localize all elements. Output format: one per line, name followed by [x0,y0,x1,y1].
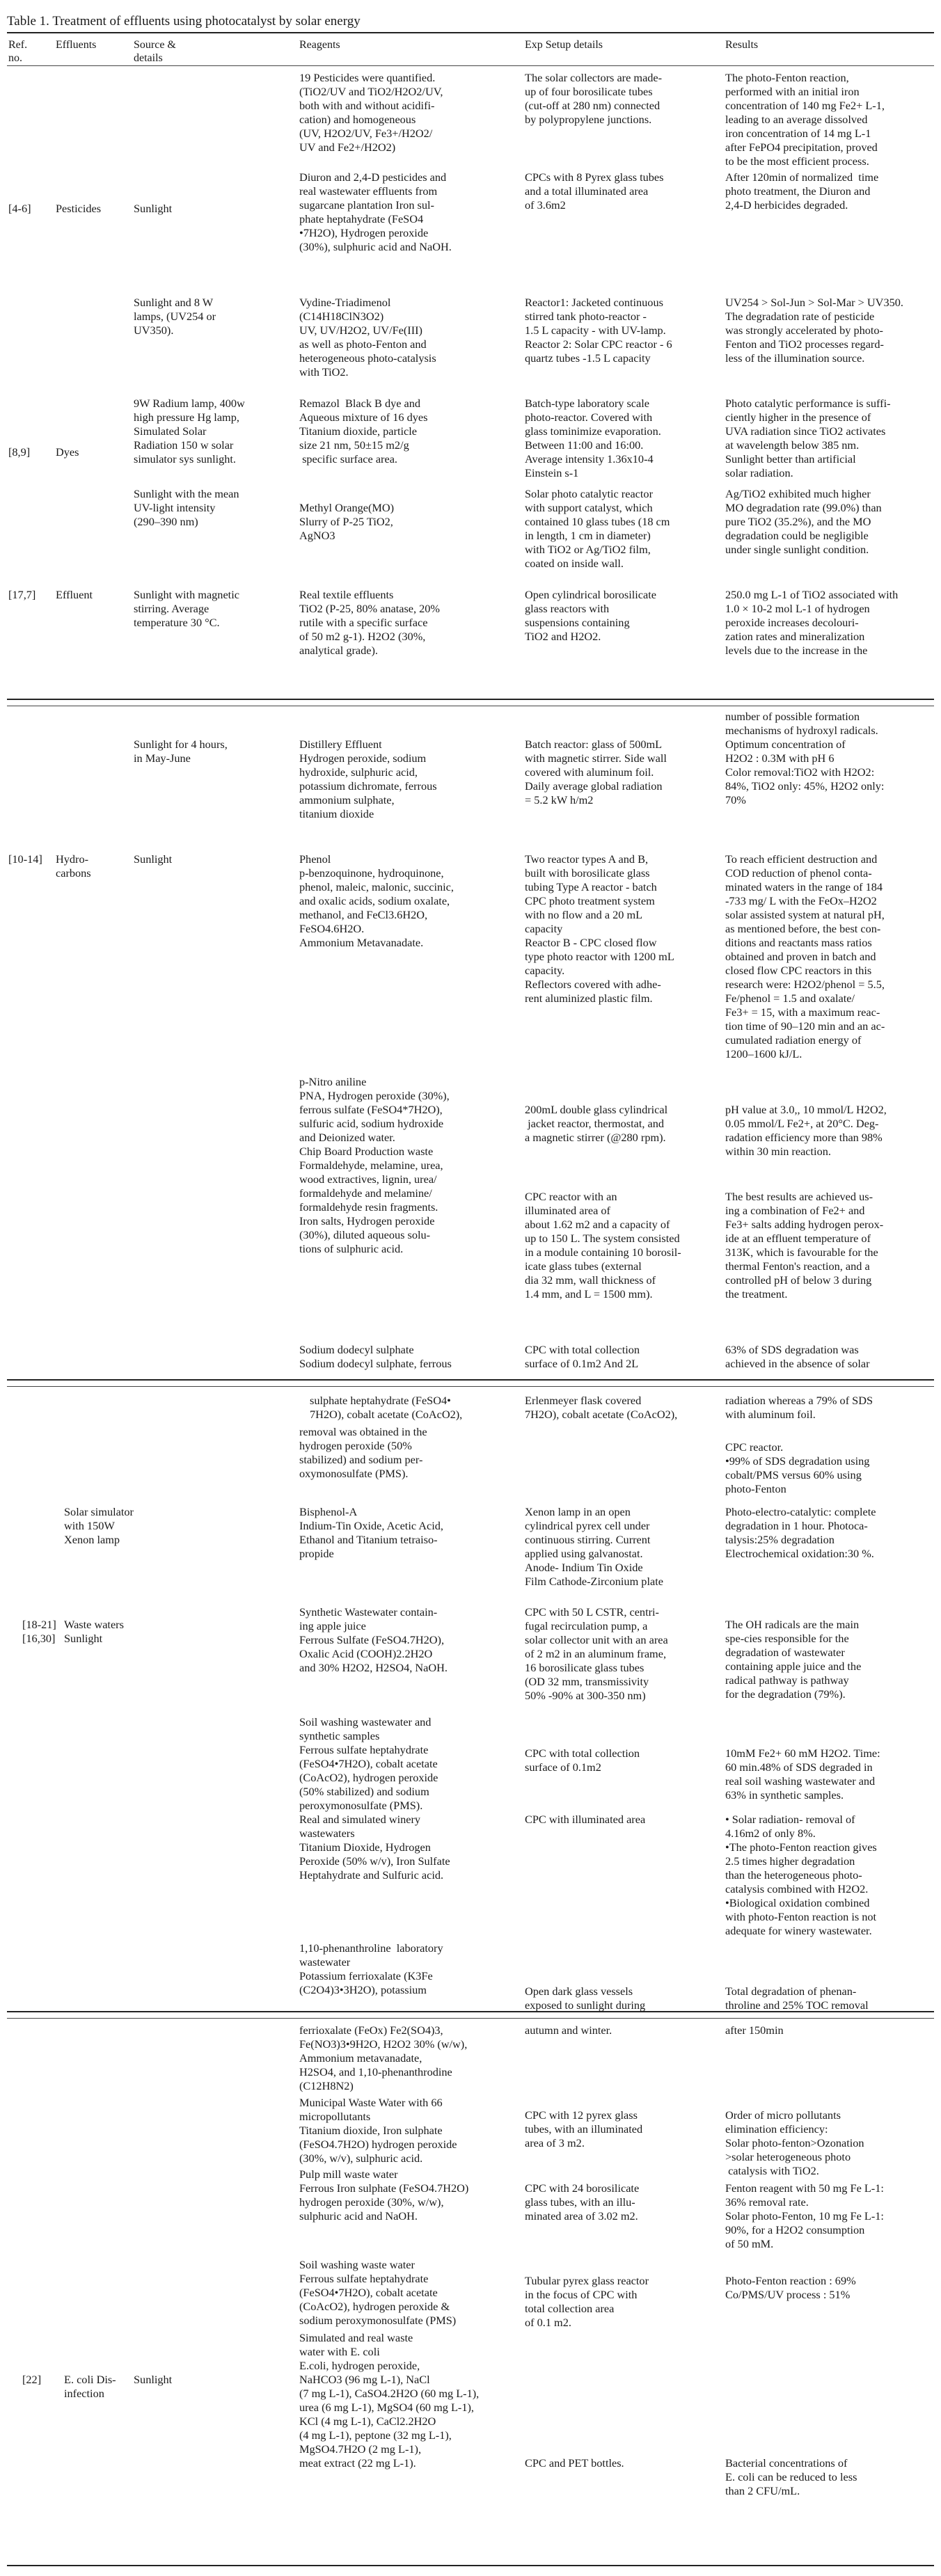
section-start-rule-3 [7,1386,934,1387]
exp-setup-cell: 200mL double glass cylindrical jacket reactor, thermostat, and a magnetic stirrer (@280 rpm). [525,1103,668,1144]
results-cell: Photo-electro-catalytic: complete degradation in 1 hour. Photoca- talysis:25% degradation Electrochemical oxidation:30 %. [725,1505,876,1560]
section-end-rule-2a [7,1379,934,1381]
reagents-cell: Distillery Effluent Hydrogen peroxide, sodium hydroxide, sulphuric acid, potassium dichromate, ferrous ammonium sulphate, titanium dioxide [299,738,437,820]
exp-setup-cell: CPC with total collection surface of 0.1m2 And 2L [525,1343,640,1370]
reagents-cell: Soil washing wastewater and synthetic samples Ferrous sulfate heptahydrate (FeSO4•7H2O), cobalt acetate (CoAcO2), hydrogen peroxide (50% stabilized) and sodium peroxymonosulfate (PMS). [299,1715,438,1812]
header-results: Results [725,39,759,51]
reagents-cell: Chip Board Production waste Formaldehyde, melamine, urea, wood extractives, lignin, urea/ formaldehyde and melamine/ formaldehyde resin fragments. Iron salts, Hydrogen peroxide (30%), diluted aqueous solu- tions of sulphuric acid. [299,1145,443,1255]
reagents-cell: Simulated and real waste water with E. coli E.coli, hydrogen peroxide, NaHCO3 (96 mg L-1), NaCl (7 mg L-1), CaSO4.2H2O (60 mg L-1), urea (6 mg L-1), MgSO4 (60 mg L-1), KCl (4 mg L-1), CaCl2.2H2O (4 mg L-1), peptone (32 mg L-1), MgSO4.7H2O (2 mg L-1), meat extract (22 mg L-1). [299,2331,480,2470]
exp-setup-cell: Erlenmeyer flask covered 7H2O), cobalt acetate (CoAcO2), [525,1394,678,1421]
header-reagents: Reagents [299,39,340,51]
exp-setup-cell: CPCs with 8 Pyrex glass tubes and a total illuminated area of 3.6m2 [525,170,664,212]
results-cell: The OH radicals are the main spe-cies responsible for the degradation of wastewater containing apple juice and the radical pathway is pathway for the degradation (79%). [725,1618,862,1701]
source-cell: 9W Radium lamp, 400w high pressure Hg lamp, Simulated Solar Radiation 150 w solar simulator sys sunlight. [134,397,245,466]
reagents-cell: Bisphenol-A Indium-Tin Oxide, Acetic Acid, Ethanol and Titanium tetraiso- propide [299,1505,443,1560]
results-cell: Ag/TiO2 exhibited much higher MO degradation rate (99.0%) than pure TiO2 (35.2%), and the MO degradation could be negligible under single sunlight condition. [725,487,882,556]
results-cell: After 120min of normalized time photo treatment, the Diuron and 2,4-D herbicides degraded. [725,170,879,212]
results-cell: number of possible formation mechanisms of hydroxyl radicals. Optimum concentration of H2O2 : 0.3M with pH 6 Color removal:TiO2 with H2O2: 84%, TiO2 only: 45%, H2O2 only: 70% [725,710,885,806]
reagents-cell: Soil washing waste water Ferrous sulfate heptahydrate (FeSO4•7H2O), cobalt acetate (CoAcO2), hydrogen peroxide & sodium peroxymonosulfate (PMS) [299,2258,457,2327]
ref-cell: [8,9] [8,445,31,459]
effluent-cell: Waste waters [64,1618,124,1631]
results-cell: radiation whereas a 79% of SDS with aluminum foil. [725,1394,873,1421]
title-rule [7,32,934,33]
section-start-rule-4 [7,2018,934,2019]
reagents-cell: Real textile effluents TiO2 (P-25, 80% anatase, 20% rutile with a specific surface of 50 m2 g-1). H2O2 (30%, analytical grade). [299,588,440,657]
exp-setup-cell: Xenon lamp in an open cylindrical pyrex cell under continuous stirring. Current applied using galvanostat. Anode- Indium Tin Oxide Film Cathode-Zirconium plate [525,1505,663,1588]
results-cell: The best results are achieved us- ing a combination of Fe2+ and Fe3+ salts adding hydrogen perox- ide at an effluent temperature of 313K, which is favourable for the thermal Fenton's reaction, and a controlled pH of below 3 during the treatment. [725,1190,884,1301]
table-bottom-rule [7,2565,934,2566]
exp-setup-cell: CPC with total collection surface of 0.1m2 [525,1747,640,1774]
reagents-cell: p-Nitro aniline PNA, Hydrogen peroxide (30%), ferrous sulfate (FeSO4*7H2O), sulfuric acid, sodium hydroxide and Deionized water. [299,1075,450,1144]
exp-setup-cell: Two reactor types A and B, built with borosilicate glass tubing Type A reactor - batch CPC photo treatment system with no flow and a 20 mL capacity Reactor B - CPC closed flow type photo reactor with 1200 mL capacity. Reflectors covered with adhe- rent aluminized plastic film. [525,852,674,1005]
table-title: Table 1. Treatment of effluents using photocatalyst by solar energy [7,14,361,29]
results-cell: 10mM Fe2+ 60 mM H2O2. Time: 60 min.48% of SDS degraded in real soil washing wastewater and 63% in synthetic samples. [725,1747,880,1802]
exp-setup-cell: Batch reactor: glass of 500mL with magnetic stirrer. Side wall covered with aluminum foil. Daily average global radiation = 5.2 kW h/m2 [525,738,667,806]
results-cell: The photo-Fenton reaction, performed with an initial iron concentration of 140 mg Fe2+ L-1, leading to an average dissolved iron concentration of 14 mg L-1 after FePO4 precipitation, proved to be the most efficient process. [725,71,885,168]
reagents-cell: 1,10-phenanthroline laboratory wastewater Potassium ferrioxalate (K3Fe (C2O4)3•3H2O), potassium [299,1941,443,1996]
source-cell: Sunlight with magnetic stirring. Average temperature 30 °C. [134,588,239,629]
source-cell: Sunlight and 8 W lamps, (UV254 or UV350). [134,296,216,337]
results-cell: CPC reactor. •99% of SDS degradation using cobalt/PMS versus 60% using photo-Fenton [725,1440,870,1495]
reagents-cell: Remazol Black B dye and Aqueous mixture of 16 dyes Titanium dioxide, particle size 21 nm, 50±15 m2/g specific surface area. [299,397,428,466]
header-rule [7,65,934,66]
results-cell: Bacterial concentrations of E. coli can be reduced to less than 2 CFU/mL. [725,2456,857,2497]
results-cell: Photo catalytic performance is suffi- ciently higher in the presence of UVA radiation since TiO2 activates at wavelength below 385 nm. Sunlight better than artificial solar radiation. [725,397,891,479]
source-cell: Sunlight [134,202,173,215]
exp-setup-cell: Reactor1: Jacketed continuous stirred tank photo-reactor - 1.5 L capacity - with UV-lamp. Reactor 2: Solar CPC reactor - 6 quartz tubes -1.5 L capacity [525,296,672,365]
exp-setup-cell: CPC with 24 borosilicate glass tubes, with an illu- minated area of 3.02 m2. [525,2181,640,2223]
exp-setup-cell: autumn and winter. [525,2024,612,2037]
exp-setup-cell: Open dark glass vessels exposed to sunlight during [525,1985,646,2012]
results-cell: Order of micro pollutants elimination efficiency: Solar photo-fenton>Ozonation >solar heterogeneous photo catalysis with TiO2. [725,2108,864,2177]
exp-setup-cell: CPC with 12 pyrex glass tubes, with an illuminated area of 3 m2. [525,2108,643,2149]
ref-cell: [4-6] [8,202,31,215]
exp-setup-cell: CPC and PET bottles. [525,2456,624,2470]
results-cell: Fenton reagent with 50 mg Fe L-1: 36% removal rate. Solar photo-Fenton, 10 mg Fe L-1: 90%, for a H2O2 consumption of 50 mM. [725,2181,884,2250]
reagents-cell: Synthetic Wastewater contain- ing apple juice Ferrous Sulfate (FeSO4.7H2O), Oxalic Acid (COOH)2.2H2O and 30% H2O2, H2SO4, NaOH. [299,1605,448,1674]
effluent-cell: Effluent [56,588,93,601]
ref-cell: [10-14] [8,852,42,866]
effluent-cell: Dyes [56,445,79,459]
exp-setup-cell: Open cylindrical borosilicate glass reactors with suspensions containing TiO2 and H2O2. [525,588,656,643]
ref-cell: [22] [22,2373,42,2386]
reagents-cell: Municipal Waste Water with 66 micropollutants Titanium dioxide, Iron sulphate (FeSO4.7H2O) hydrogen peroxide (30%, w/v), sulphuric acid. [299,2096,457,2165]
results-cell: 63% of SDS degradation was achieved in the absence of solar [725,1343,870,1370]
header-source: Source & details [134,39,176,64]
results-cell: Photo-Fenton reaction : 69% Co/PMS/UV process : 51% [725,2274,856,2301]
source-cell: Sunlight [134,852,173,866]
ref-cell: [17,7] [8,588,36,601]
results-cell: after 150min [725,2024,784,2037]
header-effluents: Effluents [56,39,97,51]
source-cell: Sunlight with the mean UV-light intensity (290–390 nm) [134,487,239,528]
reagents-cell: Methyl Orange(MO) Slurry of P-25 TiO2, AgNO3 [299,501,395,542]
results-cell: To reach efficient destruction and COD reduction of phenol conta- minated waters in the range of 184 -733 mg/ L with the FeOx–H2O2 solar assisted system at natural pH, as mentioned before, the best con- ditions and reactants mass ratios obtained and proven in batch and closed flow CPC reactors in this research were: H2O2/phenol = 5.5, Fe/phenol = 1.5 and oxalate/ Fe3+ = 15, with a maximum reac- tion time of 90–120 min and an ac- cumulated radiation energy of 1200–1600 kJ/L. [725,852,885,1060]
source-cell: Sunlight [64,1632,103,1645]
reagents-cell: Pulp mill waste water Ferrous Iron sulphate (FeSO4.7H2O) hydrogen peroxide (30%, w/w), sulphuric acid and NaOH. [299,2168,469,2223]
exp-setup-cell: The solar collectors are made- up of four borosilicate tubes (cut-off at 280 nm) connected by polypropylene junctions. [525,71,663,126]
exp-setup-cell: CPC with 50 L CSTR, centri- fugal recirculation pump, a solar collector unit with an area of 2 m2 in an aluminum frame, 16 borosilicate glass tubes (OD 32 mm, transmissivity 50% -90% at 300-350 nm) [525,1605,668,1702]
reagents-cell: Real and simulated winery wastewaters Titanium Dioxide, Hydrogen Peroxide (50% w/v), Iron Sulfate Heptahydrate and Sulfuric acid. [299,1813,450,1882]
results-cell: UV254 > Sol-Jun > Sol-Mar > UV350. The degradation rate of pesticide was strongly accelerated by photo- Fenton and TiO2 processes regard- less of the illumination source. [725,296,903,365]
results-cell: pH value at 3.0,, 10 mmol/L H2O2, 0.05 mmol/L Fe2+, at 20°C. Deg- radation efficiency more than 98% within 30 min reaction. [725,1103,887,1158]
exp-setup-cell: Tubular pyrex glass reactor in the focus of CPC with total collection area of 0.1 m2. [525,2274,649,2329]
exp-setup-cell: CPC reactor with an illuminated area of about 1.62 m2 and a capacity of up to 150 L. The system consisted in a module containing 10 borosil- icate glass tubes (external dia 32 mm, wall thickness of 1.4 mm, and L = 1500 mm). [525,1190,681,1301]
reagents-cell: Phenol p-benzoquinone, hydroquinone, phenol, maleic, malonic, succinic, and oxalic acids, sodium oxalate, methanol, and FeCl3.6H2O, FeSO4.6H2O. Ammonium Metavanadate. [299,852,454,949]
effluent-cell: E. coli Dis- infection [64,2373,116,2400]
results-cell: • Solar radiation- removal of 4.16m2 of only 8%. •The photo-Fenton reaction gives 2.5 times higher degradation than the heterogeneous photo- catalysis combined with H2O2. •Biological oxidation combined with photo-Fenton reaction is not adequate for winery wastewater. [725,1813,877,1937]
exp-setup-cell: CPC with illuminated area [525,1813,646,1826]
reagents-cell: ferrioxalate (FeOx) Fe2(SO4)3, Fe(NO3)3•9H2O, H2O2 30% (w/w), Ammonium metavanadate, H2SO4, and 1,10-phenanthrodine (C12H8N2) [299,2024,468,2092]
reagents-cell: Diuron and 2,4-D pesticides and real wastewater effluents from sugarcane plantation Iron sul- phate heptahydrate (FeSO4 •7H2O), Hydrogen peroxide (30%), sulphuric acid and NaOH. [299,170,452,253]
exp-setup-cell: Batch-type laboratory scale photo-reactor. Covered with glass tominimize evaporation. Between 11:00 and 16:00. Average intensity 1.36x10-4 Einstein s-1 [525,397,661,479]
source-cell: Sunlight [134,2373,173,2386]
source-cell: Solar simulator with 150W Xenon lamp [64,1505,134,1546]
reagents-cell: sulphate heptahydrate (FeSO4• 7H2O), cobalt acetate (CoAcO2), [310,1394,463,1421]
effluent-cell: Pesticides [56,202,102,215]
reagents-cell: removal was obtained in the hydrogen peroxide (50% stabilized) and sodium per- oxymonosulfate (PMS). [299,1425,427,1480]
results-cell: 250.0 mg L-1 of TiO2 associated with 1.0 × 10-2 mol L-1 of hydrogen peroxide increases decolouri- zation rates and mineralization levels due to the increase in the [725,588,899,657]
results-cell: Total degradation of phenan- throline and 25% TOC removal [725,1985,869,2012]
header-ref: Ref. no. [8,39,28,64]
exp-setup-cell: Solar photo catalytic reactor with support catalyst, which contained 10 glass tubes (18 cm in length, 1 cm in diameter) with TiO2 or Ag/TiO2 film, coated on inside wall. [525,487,670,570]
effluent-cell: Hydro- carbons [56,852,91,880]
reagents-cell: Sodium dodecyl sulphate Sodium dodecyl sulphate, ferrous [299,1343,452,1370]
source-cell: Sunlight for 4 hours, in May-June [134,738,228,765]
header-exp-setup: Exp Setup details [525,39,603,51]
section-end-rule-1a [7,699,934,700]
reagents-cell: 19 Pesticides were quantified. (TiO2/UV and TiO2/H2O2/UV, both with and without acidifi- cation) and homogeneous (UV, H2O2/UV, Fe3+/H2O2/ UV and Fe2+/H2O2) [299,71,443,154]
ref-cell: [18-21] [16,30] [22,1618,56,1645]
reagents-cell: Vydine-Triadimenol (C14H18ClN3O2) UV, UV/H2O2, UV/Fe(III) as well as photo-Fenton and heterogeneous photo-catalysis with TiO2. [299,296,436,379]
